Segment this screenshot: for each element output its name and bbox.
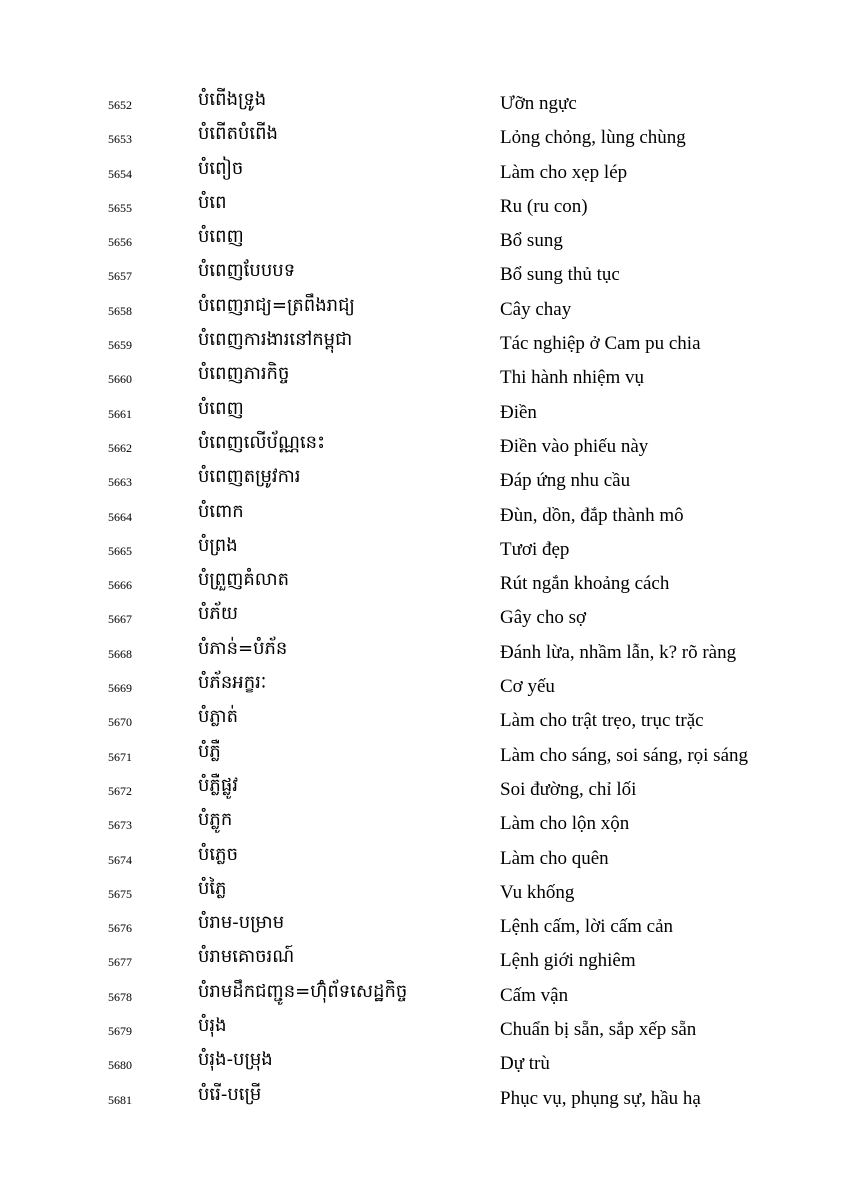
vietnamese-translation: Làm cho sáng, soi sáng, rọi sáng (500, 744, 749, 766)
entry-number: 5663 (108, 475, 132, 490)
entry-row (0, 1012, 848, 1046)
vietnamese-translation: Điền vào phiếu này (500, 435, 649, 457)
entry-row (0, 360, 848, 394)
entry-row (0, 257, 848, 291)
vietnamese-translation: Làm cho quên (500, 847, 609, 869)
khmer-term: បំភាន់=បំភ័ន (198, 637, 288, 659)
khmer-term: បំព្រង (198, 534, 238, 556)
entry-row (0, 1081, 848, 1115)
vietnamese-translation: Phục vụ, phụng sự, hầu hạ (500, 1087, 701, 1109)
khmer-term: បំពេញការងារនៅកម្ពុជា (198, 329, 353, 351)
vietnamese-translation: Gây cho sợ (500, 607, 587, 629)
vietnamese-translation: Bổ sung thủ tục (500, 264, 620, 286)
khmer-term: បំភ្លៃ (198, 877, 227, 899)
entry-number: 5668 (108, 646, 132, 661)
khmer-term: បំភ្លឺផ្លូវ (198, 774, 238, 796)
entry-row (0, 498, 848, 532)
entry-number: 5667 (108, 612, 132, 627)
vietnamese-translation: Soi đường, chỉ lối (500, 778, 637, 800)
entry-number: 5678 (108, 989, 132, 1004)
entry-number: 5657 (108, 269, 132, 284)
khmer-term: បំរុង-បម្រុង (198, 1049, 273, 1071)
khmer-term: បំពេញ (198, 226, 244, 248)
entry-row (0, 772, 848, 806)
entry-row (0, 703, 848, 737)
khmer-term: បំរាមដឹកជញ្ជូន=ហ៊ុំព័ទសេដ្ឋកិច្ច (198, 980, 408, 1002)
entry-row (0, 738, 848, 772)
entry-row (0, 463, 848, 497)
entry-number: 5670 (108, 715, 132, 730)
vietnamese-translation: Làm cho xẹp lép (500, 161, 628, 183)
khmer-term: បំរើ-បម្រើ (198, 1083, 262, 1105)
entry-row (0, 875, 848, 909)
khmer-term: បំពើងទ្រូង (198, 89, 267, 110)
vietnamese-translation: Làm cho trật trẹo, trục trặc (500, 710, 704, 732)
khmer-term: បំពេ (198, 191, 227, 213)
entry-row (0, 978, 848, 1012)
entry-row (0, 566, 848, 600)
entry-row (0, 395, 848, 429)
entry-number: 5660 (108, 372, 132, 387)
vietnamese-translation: Cấm vận (500, 984, 569, 1006)
vietnamese-translation: Rút ngắn khoảng cách (500, 573, 670, 595)
khmer-term: បំព្រួញគំលាត (198, 569, 290, 591)
khmer-term: បំភ្លេច (198, 843, 238, 865)
entry-number: 5655 (108, 200, 132, 215)
vietnamese-translation: Ưỡn ngực (500, 93, 577, 114)
vietnamese-translation: Thi hành nhiệm vụ (500, 367, 645, 389)
entry-number: 5653 (108, 132, 132, 147)
vietnamese-translation: Cây chay (500, 298, 572, 320)
entry-number: 5662 (108, 440, 132, 455)
entry-row (0, 223, 848, 257)
vietnamese-translation: Đùn, dồn, đắp thành mô (500, 504, 684, 526)
entry-number: 5674 (108, 852, 132, 867)
vietnamese-translation: Vu khống (500, 881, 575, 903)
entry-number: 5679 (108, 1024, 132, 1039)
entry-number: 5681 (108, 1092, 132, 1107)
entry-row (0, 429, 848, 463)
entry-row (0, 669, 848, 703)
khmer-term: បំភ័នអក្ខរៈ (198, 672, 267, 694)
khmer-term: បំពៀច (198, 157, 244, 179)
entry-number: 5654 (108, 166, 132, 181)
vietnamese-translation: Chuẩn bị sẵn, sắp xếp sẵn (500, 1019, 697, 1041)
entry-row (0, 155, 848, 189)
khmer-term: បំពេញភារកិច្ច (198, 363, 290, 385)
dictionary-entries (0, 86, 848, 1115)
vietnamese-translation: Làm cho lộn xộn (500, 813, 630, 835)
entry-number: 5665 (108, 543, 132, 558)
entry-row (0, 86, 848, 120)
vietnamese-translation: Bổ sung (500, 230, 563, 252)
entry-row (0, 1046, 848, 1080)
vietnamese-translation: Ru (ru con) (500, 195, 588, 217)
entry-number: 5676 (108, 921, 132, 936)
vietnamese-translation: Cơ yếu (500, 676, 555, 698)
khmer-term: បំពេញតម្រូវការ (198, 466, 301, 488)
entry-number: 5672 (108, 783, 132, 798)
entry-number: 5652 (108, 98, 132, 112)
entry-number: 5671 (108, 749, 132, 764)
entry-row (0, 292, 848, 326)
khmer-term: បំភ័យ (198, 603, 238, 625)
entry-number: 5661 (108, 406, 132, 421)
entry-number: 5656 (108, 235, 132, 250)
entry-row (0, 635, 848, 669)
entry-number: 5659 (108, 338, 132, 353)
khmer-term: បំពេញ (198, 397, 244, 419)
vietnamese-translation: Đáp ứng nhu cầu (500, 470, 631, 492)
khmer-term: បំពេញបែបបទ (198, 260, 296, 282)
entry-number: 5666 (108, 578, 132, 593)
khmer-term: បំភ្លូក (198, 809, 233, 831)
entry-number: 5669 (108, 681, 132, 696)
entry-row (0, 841, 848, 875)
khmer-term: បំពើតបំពើង (198, 123, 278, 145)
entry-row (0, 532, 848, 566)
entry-number: 5664 (108, 509, 132, 524)
khmer-term: បំរុង (198, 1015, 227, 1037)
entry-number: 5673 (108, 818, 132, 833)
entry-number: 5680 (108, 1058, 132, 1073)
entry-row (0, 600, 848, 634)
vietnamese-translation: Lệnh giới nghiêm (500, 950, 636, 972)
entry-row (0, 120, 848, 154)
khmer-term: បំរាម-បម្រាម (198, 912, 285, 934)
entry-number: 5677 (108, 955, 132, 970)
vietnamese-translation: Lỏng chỏng, lùng chùng (500, 127, 686, 149)
entry-row (0, 189, 848, 223)
khmer-term: បំភ្លាត់ (198, 706, 238, 728)
vietnamese-translation: Tác nghiệp ở Cam pu chia (500, 333, 701, 355)
vietnamese-translation: Đánh lừa, nhầm lẫn, k? rõ ràng (500, 641, 737, 663)
entry-row (0, 943, 848, 977)
vietnamese-translation: Tươi đẹp (500, 538, 570, 560)
khmer-term: បំពេញរាជ្យ=ត្រពឹងរាជ្យ (198, 294, 355, 316)
khmer-term: បំភ្លឺ (198, 740, 221, 762)
entry-row (0, 909, 848, 943)
khmer-term: បំរាមគោចរណ៍ (198, 946, 295, 968)
vietnamese-translation: Điền (500, 401, 537, 423)
entry-number: 5675 (108, 886, 132, 901)
vietnamese-translation: Lệnh cấm, lời cấm cản (500, 916, 674, 938)
entry-number: 5658 (108, 303, 132, 318)
khmer-term: បំពោក (198, 500, 244, 522)
entry-row (0, 806, 848, 840)
vietnamese-translation: Dự trù (500, 1053, 550, 1075)
entry-row (0, 326, 848, 360)
khmer-term: បំពេញលើប័ណ្ណនេះ (198, 431, 326, 453)
